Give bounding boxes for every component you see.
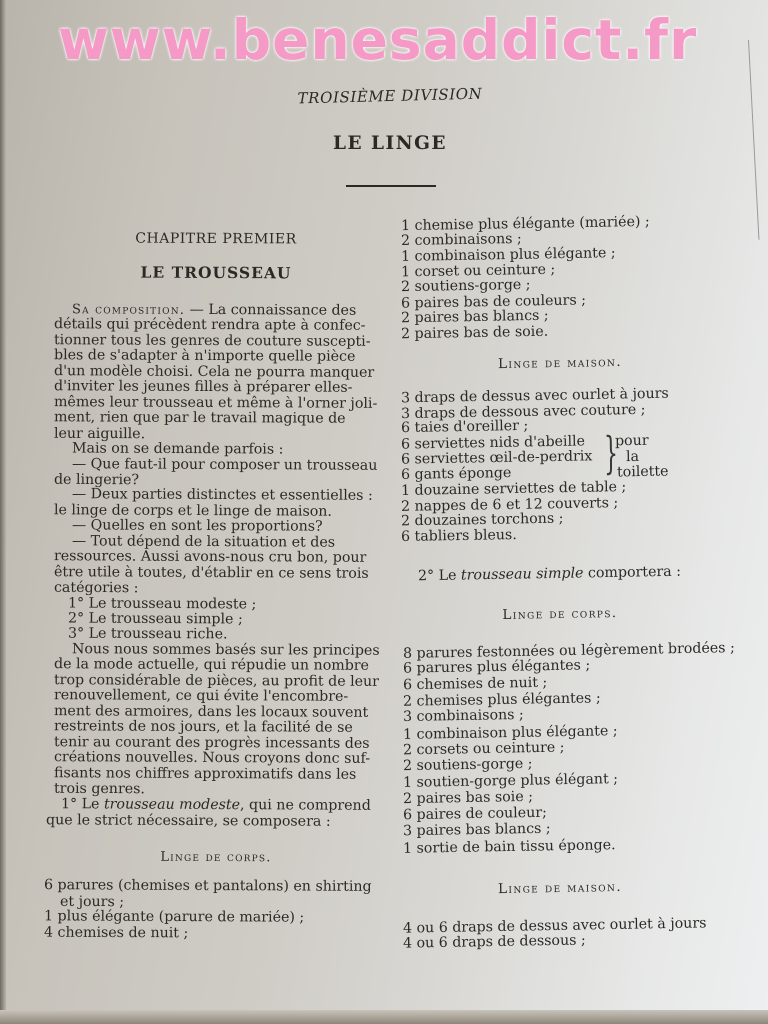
paragraph-line: ressources. Aussi avons-nous cru bon, pour bbox=[53, 548, 367, 567]
paragraph-line: catégories : bbox=[53, 579, 139, 597]
list-item: 6 parures (chemises et pantalons) en shirting bbox=[43, 877, 372, 895]
paragraph-line: bles de s'adapter à n'importe quelle pièce bbox=[53, 347, 356, 366]
list-item: 3 combinaisons ; bbox=[402, 707, 524, 726]
paragraph-line: ment, rien que par le travail magique de bbox=[53, 409, 346, 427]
page-bottom-edge bbox=[0, 1010, 768, 1024]
list-item: 3 draps de dessus avec ourlet à jours bbox=[400, 385, 669, 407]
list-item: 3 paires bas blancs ; bbox=[402, 821, 551, 840]
list-item: 8 parures festonnées ou légèrement brodées ; bbox=[402, 640, 735, 662]
paragraph-line: créations nouvelles. Nous croyons donc suf- bbox=[53, 749, 371, 767]
list-item: 2 combinaisons ; bbox=[400, 230, 522, 249]
list-item: 2 corsets ou ceinture ; bbox=[402, 739, 565, 759]
modeste-maison-heading: Linge de maison. bbox=[497, 353, 623, 373]
list-item: 4 ou 6 draps de dessous ; bbox=[402, 932, 586, 952]
modeste-suffix: , qui ne comprend bbox=[240, 797, 371, 814]
list-item: 6 paires de couleur; bbox=[402, 804, 547, 824]
list-item: 1 combinaison plus élégante ; bbox=[402, 722, 618, 743]
paragraph-line: — Deux parties distinctes et essentielles : bbox=[71, 486, 373, 505]
list-item: 6 parures plus élégantes ; bbox=[402, 657, 591, 677]
page-binding-shadow bbox=[0, 0, 6, 1024]
paragraph-line: restreints de nos jours, et la facilité de se bbox=[53, 718, 353, 736]
paragraph-line: Sa composition. — La connaissance des bbox=[71, 301, 357, 319]
list-item: et jours ; bbox=[59, 893, 125, 910]
simple-suffix: comportera : bbox=[583, 563, 682, 582]
list-item: 4 ou 6 draps de dessus avec ourlet à jours bbox=[402, 915, 707, 937]
paragraph-line: — Que faut-il pour composer un trousseau bbox=[71, 455, 378, 474]
list-item: 1 combinaison plus élégante ; bbox=[400, 245, 616, 265]
paragraph-line: détails qui précèdent rendra apte à confec- bbox=[53, 316, 366, 335]
list-item: 2 soutiens-gorge ; bbox=[400, 276, 531, 296]
paragraph-line: ment des armoires, dans les locaux souvent bbox=[53, 702, 369, 721]
list-item: 6 taies d'oreiller ; bbox=[400, 417, 529, 437]
paragraph-line: le linge de corps et le linge de maison. bbox=[53, 502, 332, 520]
simple-intro bbox=[418, 564, 681, 585]
title-rule bbox=[346, 185, 436, 187]
watermark: www.benesaddict.fr bbox=[58, 8, 698, 72]
paragraph-line: 3° Le trousseau riche. bbox=[67, 626, 228, 643]
modeste-intro-line2: que le strict nécessaire, se composera : bbox=[45, 812, 331, 830]
lead-in: Sa composition. bbox=[71, 302, 186, 318]
paragraph-line: trois genres. bbox=[53, 780, 145, 798]
paragraph-line: Mais on se demande parfois : bbox=[71, 440, 284, 458]
paragraph-line: tionner tous les genres de couture suscepti- bbox=[53, 332, 371, 350]
list-item: 3 draps de dessous avec couture ; bbox=[400, 401, 646, 422]
list-item: 2 nappes de 6 et 12 couverts ; bbox=[400, 494, 619, 515]
paragraph-line: — Tout dépend de la situation et des bbox=[71, 533, 336, 551]
paragraph-line: — Quelles en sont les proportions? bbox=[71, 517, 323, 535]
list-item: 2 soutiens-gorge ; bbox=[402, 755, 533, 775]
paragraph-line: de lingerie? bbox=[53, 471, 140, 489]
simple-corps-heading: Linge de corps. bbox=[502, 604, 618, 624]
simple-maison-heading: Linge de maison. bbox=[497, 878, 623, 898]
paragraph-line: de la mode actuelle, qui répudie un nombre bbox=[53, 656, 370, 675]
paragraph-line: tenir au courant des progrès incessants des bbox=[53, 733, 370, 752]
list-item: 4 chemises de nuit ; bbox=[43, 924, 189, 941]
paragraph-line: renouvellement, ce qui évite l'encombre- bbox=[53, 687, 349, 706]
chapter-label: CHAPITRE PREMIER bbox=[135, 230, 297, 248]
chapter-title: LE TROUSSEAU bbox=[140, 262, 292, 283]
list-item: 2 douzaines torchons ; bbox=[400, 510, 564, 530]
brace-symbol: } bbox=[603, 427, 619, 480]
list-item: 6 paires bas de couleurs ; bbox=[400, 291, 587, 312]
list-item: 6 gants éponge bbox=[400, 464, 512, 483]
division-heading: TROISIÈME DIVISION bbox=[297, 84, 483, 108]
list-item: 1 chemise plus élégante (mariée) ; bbox=[400, 213, 650, 235]
paragraph-line: d'inviter les jeunes filles à préparer elles- bbox=[53, 378, 353, 397]
list-item: 6 serviettes œil-de-perdrix bbox=[400, 448, 593, 468]
list-item: 6 serviettes nids d'abeille bbox=[400, 432, 586, 453]
modeste-intro bbox=[61, 796, 371, 814]
list-item: 2 paires bas blancs ; bbox=[400, 307, 549, 327]
list-item: 6 tabliers bleus. bbox=[400, 526, 517, 545]
simple-prefix: 2° Le bbox=[417, 567, 462, 585]
list-item: 2 paires bas soie ; bbox=[402, 788, 534, 807]
toilette-note-line: toilette bbox=[616, 463, 669, 481]
paragraph-line: 1° Le trousseau modeste ; bbox=[67, 595, 257, 613]
list-item: 2 paires bas de soie. bbox=[400, 323, 549, 342]
toilette-note-line: la bbox=[625, 448, 640, 465]
paragraph-line: Nous nous sommes basés sur les principes bbox=[71, 641, 380, 659]
paragraph-line: mêmes leur trousseau et même à l'orner joli- bbox=[53, 393, 378, 412]
list-item: 2 chemises plus élégantes ; bbox=[402, 690, 601, 710]
paragraph-line: leur aiguille. bbox=[53, 425, 146, 442]
paragraph-line: 2° Le trousseau simple ; bbox=[67, 610, 243, 628]
paragraph-line: d'un modèle choisi. Cela ne pourra manquer bbox=[53, 362, 375, 381]
list-item: 1 corset ou ceinture ; bbox=[400, 261, 556, 280]
list-item: 1 douzaine serviettes de table ; bbox=[400, 479, 627, 499]
paragraph-line: être utile à toutes, d'établir en ce sens trois bbox=[53, 563, 369, 582]
list-item: 1 plus élégante (parure de mariée) ; bbox=[43, 908, 305, 926]
toilette-note-line: pour bbox=[614, 432, 649, 450]
list-item: 1 sortie de bain tissu éponge. bbox=[402, 836, 616, 857]
modeste-prefix: 1° Le bbox=[60, 796, 105, 813]
page-title: LE LINGE bbox=[332, 133, 448, 154]
paragraph-line: trop considérable de pièces, au profit de leur bbox=[53, 671, 380, 690]
list-item: 1 soutien-gorge plus élégant ; bbox=[402, 771, 619, 792]
linge-de-corps-heading: Linge de corps. bbox=[160, 849, 272, 866]
paragraph-line: fisants nos chiffres approximatifs dans les bbox=[53, 764, 357, 783]
page-edge bbox=[748, 40, 759, 240]
modeste-emphasis: trousseau modeste bbox=[103, 796, 241, 814]
simple-emphasis: trousseau simple bbox=[460, 565, 584, 584]
list-item: 6 chemises de nuit ; bbox=[402, 674, 548, 693]
